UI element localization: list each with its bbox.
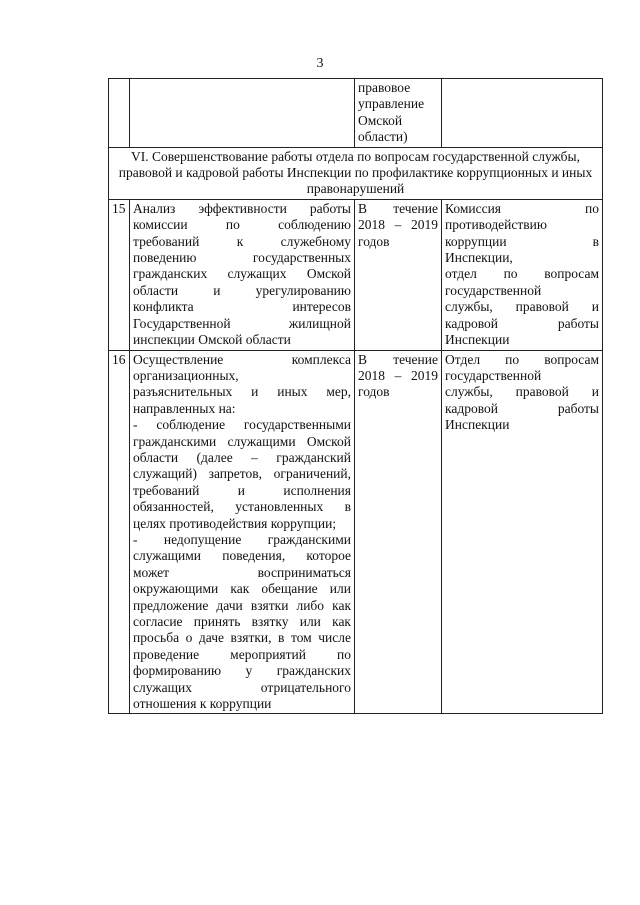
text-line: обязанностей, установленных в (133, 499, 351, 515)
text-line: организационных, (133, 367, 239, 383)
text-line: - недопущение гражданскими (133, 531, 351, 547)
text-line: разъяснительных и иных мер, (133, 384, 351, 400)
text-line: Государственной жилищной (133, 315, 351, 331)
text-line: противодействию (445, 217, 547, 233)
section-title: VI. Совершенствование работы отдела по вопросам государственной службы, правовой и кадровой работы Инспекции по профилактике коррупционных и иных правонарушений (109, 147, 603, 199)
table-row-16 (109, 350, 603, 714)
text-line: кадровой работы (445, 400, 599, 416)
text-line: предложение дачи взятки либо как (133, 597, 351, 613)
text-line: служащий) запретов, ограничений, (133, 466, 351, 482)
text-line: области и урегулированию (133, 282, 351, 298)
text-line: может восприниматься (133, 564, 351, 580)
text-line: В течение (358, 200, 438, 216)
page-number: 3 (316, 56, 324, 71)
table-row-15 (109, 199, 603, 350)
text-line: требований и исполнения (133, 482, 351, 498)
row-number: 16 (109, 350, 130, 714)
table-row-continuation (109, 79, 603, 148)
text-line: В течение (358, 351, 438, 367)
text-line: годов (358, 384, 390, 400)
text-line: отношения к коррупции (133, 696, 272, 712)
text-line: служащих отрицательного (133, 679, 351, 695)
text-line: согласие принять взятку или как (133, 614, 351, 629)
text-line: государственной (445, 367, 542, 383)
cell-action (130, 79, 355, 148)
text-line: формированию у гражданских (133, 663, 351, 679)
term-cell (355, 199, 442, 350)
responsible-cell (442, 199, 603, 350)
text-line: просьба о даче взятки, в том числе (133, 630, 351, 646)
text-line: Анализ эффективности работы (133, 200, 351, 216)
text-line: направленных на: (133, 400, 236, 416)
text-line: гражданских служащих Омской (133, 266, 351, 282)
text-line: целях противодействия коррупции; (133, 515, 337, 531)
text-line: 2018 – 2019 (358, 217, 438, 233)
text-line: Инспекции (445, 332, 510, 348)
text-line: поведению государственных (133, 250, 351, 266)
text-line: Комиссия по (445, 200, 599, 216)
text-line: конфликта интересов (133, 299, 351, 315)
text-line: годов (358, 233, 390, 249)
row-number: 15 (109, 199, 130, 350)
text-line: комиссии по соблюдению (133, 217, 351, 233)
text-line: службы, правовой и (445, 384, 599, 400)
text-line: требований к служебному (133, 233, 351, 249)
action-cell (130, 199, 355, 350)
text-line: инспекции Омской области (133, 332, 291, 348)
cell-empty (442, 79, 603, 148)
text-line: Инспекции (445, 417, 510, 433)
text-line: гражданскими служащими Омской (133, 433, 351, 449)
text-line: области (далее – гражданский (133, 449, 351, 465)
text-line: правовое (358, 80, 411, 95)
section-header-row (109, 147, 603, 199)
text-line: 2018 – 2019 (358, 367, 438, 383)
text-line: управление (358, 96, 425, 112)
text-line: Осуществление комплекса (133, 351, 351, 367)
cell-responsible-continued (355, 79, 442, 148)
text-line: проведение мероприятий по (133, 646, 351, 662)
action-cell (130, 350, 355, 714)
responsible-cell (442, 350, 603, 714)
measures-table (108, 78, 603, 714)
text-line: службы, правовой и (445, 299, 599, 315)
text-line: кадровой работы (445, 315, 599, 331)
cell-number (109, 79, 130, 148)
text-line: отдел по вопросам (445, 266, 599, 282)
text-line: Омской (358, 112, 403, 128)
text-line: - соблюдение государственными (133, 417, 351, 433)
text-line: Отдел по вопросам (445, 351, 599, 367)
term-cell (355, 350, 442, 714)
text-line: служащими поведения, которое (133, 548, 351, 564)
text-line: коррупции в (445, 233, 599, 249)
text-line: области) (358, 129, 408, 145)
text-line: окружающими как обещание или (133, 581, 351, 597)
text-line: государственной (445, 282, 542, 298)
text-line: Инспекции, (445, 250, 513, 266)
